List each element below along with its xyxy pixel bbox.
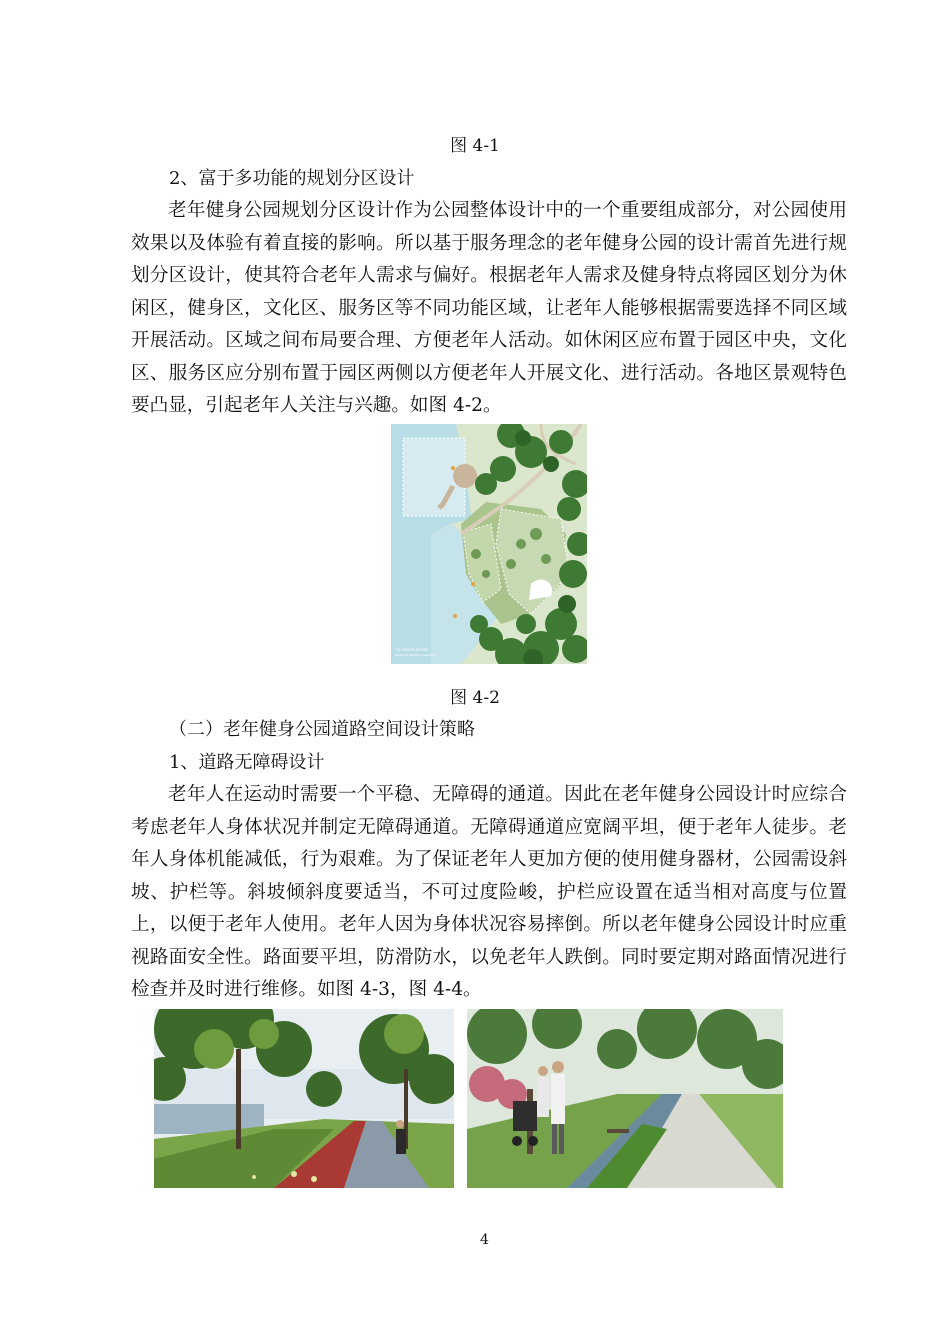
running-track-photo [154,1009,454,1188]
park-zoning-plan-image [391,424,587,664]
paragraph-barrier-free-design: 老年人在运动时需要一个平稳、无障碍的通道。因此在老年健身公园设计时应综合考虑老年人身体状况并制定无障碍通道。无障碍通道应宽阔平坦，便于老年人徒步。老年人身体机能减低，行为艰难。为了保证老年人更加方便的使用健身器材，公园需设斜坡、护栏等。斜坡倾斜度要适当，不可过度险峻，护栏应设置在适当相对高度与位置上，以便于老年人使用。老年人因为身体状况容易摔倒。所以老年健身公园设计时应重视路面安全性。路面要平坦，防滑防水，以免老年人跌倒。同时要定期对路面情况进行检查并及时进行维修。如图 4-3，图 4-4。 [131,784,847,1000]
section-heading-road-space-strategy: （二）老年健身公园道路空间设计策略 [169,719,475,740]
paragraph-zoning-design: 老年健身公园规划分区设计作为公园整体设计中的一个重要组成部分，对公园使用效果以及体验有着直接的影响。所以基于服务理念的老年健身公园的设计需首先进行规划分区设计，使其符合老年人需求与偏好。根据老年人需求及健身特点将园区划分为休闲区，健身区，文化区、服务区等不同功能区域，让老年人能够根据需要选择不同区域开展活动。区域之间布局要合理、方便老年人活动。如休闲区应布置于园区中央，文化区、服务区应分别布置于园区两侧以方便老年人开展文化、进行活动。各地区景观特色要凸显，引起老年人关注与兴趣。如图 4-2。 [131,200,847,416]
walkway-pedestrians-photo [467,1009,783,1188]
figure-caption-4-1: 图 4-1 [450,136,500,156]
section-heading-multifunction-zoning: 2、富于多功能的规划分区设计 [169,168,415,189]
section-heading-barrier-free-roads: 1、道路无障碍设计 [169,752,325,773]
figure-caption-4-2: 图 4-2 [450,688,500,708]
plan-footer-title: THE PRAIRIE WOODS [395,648,429,652]
page-number: 4 [480,1232,489,1248]
plan-footer-subtitle: Regional planting diagram [395,653,435,657]
